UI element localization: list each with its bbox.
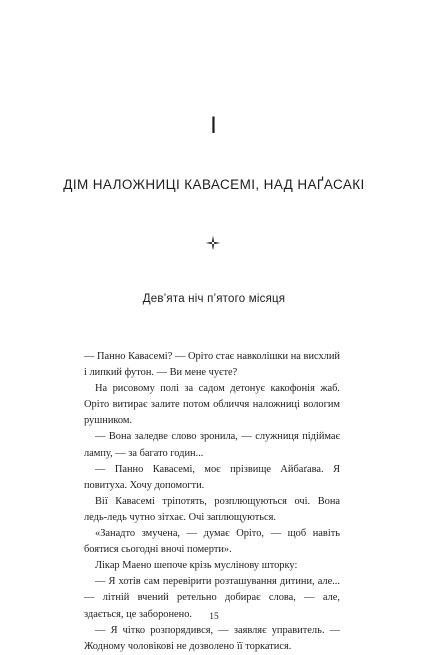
paragraph: — Вона заледве слово зронила, — служниця підіймає лампу, — за багато годин... <box>84 431 340 459</box>
paragraph: — Панно Кавасемі, моє прізвище Айбаґава. Я повитуха. Хочу допомогти. <box>84 463 340 491</box>
chapter-subtitle: Дев’ята ніч п’ятого місяця <box>142 293 286 305</box>
paragraph: — Я чітко розпорядився, — заявляє управитель. — Жодному чоловікові не дозволено її торкатися. <box>84 624 340 652</box>
paragraph: Лікар Маено шепоче крізь муслінову шторку: <box>95 560 298 572</box>
paragraph: На рисовому полі за садом детонує какофонія жаб. Оріто витирає залите потом обличчя наложниці вологим рушником. <box>84 383 340 427</box>
paragraph: — Я хотів сам перевірити розташування дитини, але... — літній вчений ретельно добирає слова, — але, здається, це заборонено. <box>84 576 340 620</box>
chapter-body <box>84 349 340 655</box>
page-number: 15 <box>209 612 219 622</box>
paragraph: Вії Кавасемі тріпотять, розплющуються очі. Вона ледь-ледь чутно зітхає. Очі заплющуються. <box>84 495 340 523</box>
paragraph: «Занадто змучена, — думає Оріто, — щоб навіть боятися сьогодні вночі померти». <box>84 528 340 556</box>
four-point-star-icon <box>205 235 221 251</box>
chapter-number: I <box>210 112 218 139</box>
paragraph: — Панно Кавасемі? — Оріто стає навколішки на висхлий і липкий футон. — Ви мене чуєте? <box>84 351 340 379</box>
chapter-title: ДІМ НАЛОЖНИЦІ КАВАСЕМІ, НАД НАҐАСАКІ <box>63 177 365 192</box>
